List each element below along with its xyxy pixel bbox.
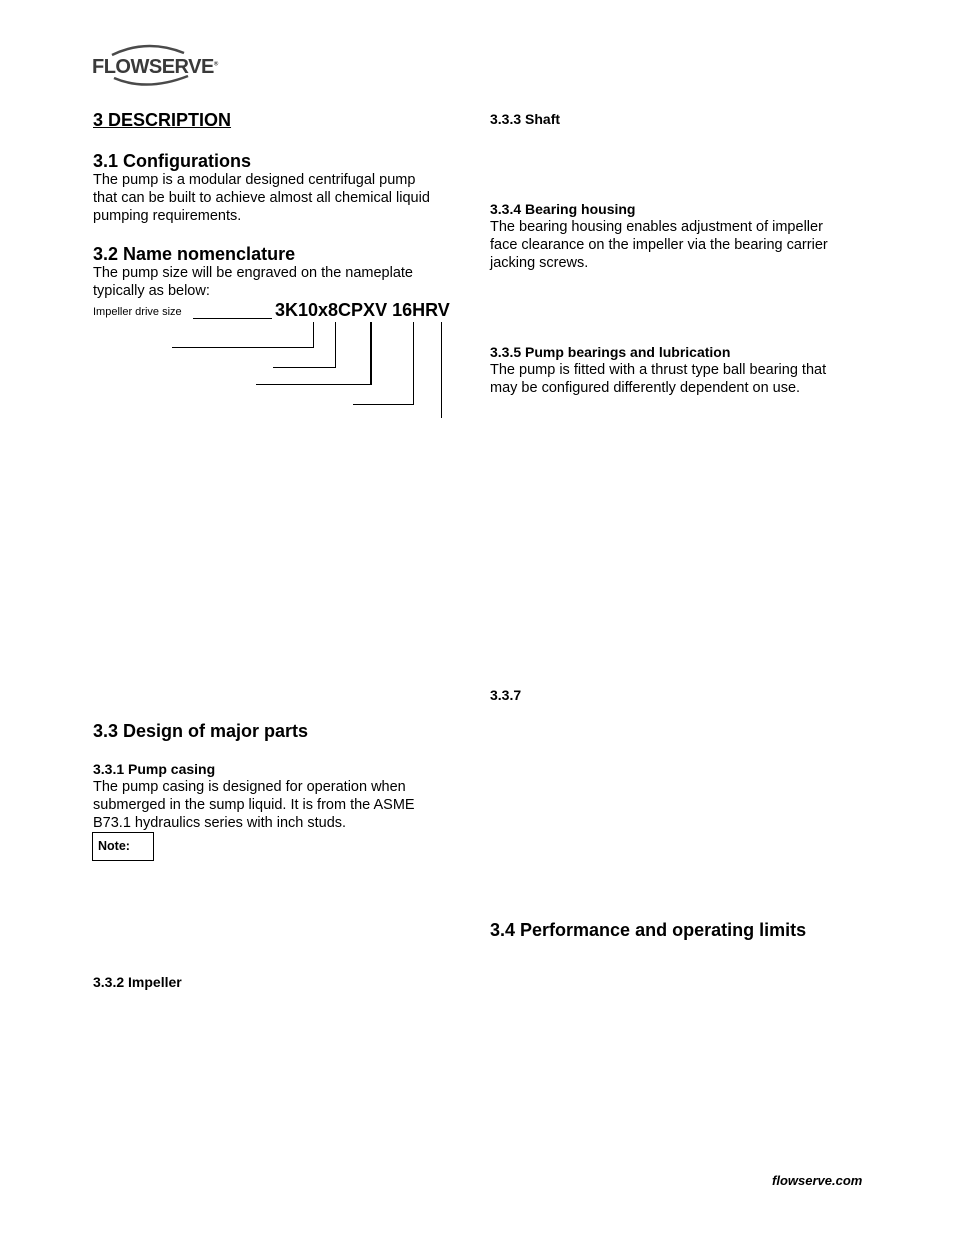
text-line: B73.1 hydraulics series with inch studs.	[93, 815, 347, 831]
note-label: Note:	[98, 839, 130, 853]
text-line: submerged in the sump liquid. It is from the ASME	[93, 797, 415, 813]
logo-registered-mark: ®	[213, 61, 218, 68]
section-3-3-title: 3.3 Design of major parts	[93, 721, 309, 741]
footer-url: flowserve.com	[772, 1173, 863, 1188]
logo-text	[92, 56, 218, 79]
nameplate-code: 3K10x8CPXV 16HRV	[275, 300, 450, 320]
section-3-3-4-title: 3.3.4 Bearing housing	[490, 201, 636, 217]
section-3-2-body	[93, 264, 413, 300]
leader-4-vertical	[413, 322, 414, 405]
leader-4-horizontal	[353, 404, 414, 405]
logo-wordmark: FLOWSERVE	[92, 56, 214, 78]
section-3-3-3-title: 3.3.3 Shaft	[490, 111, 561, 127]
text-line: The pump is fitted with a thrust type ball bearing that	[490, 362, 827, 378]
note-box	[92, 832, 154, 861]
text-line: face clearance on the impeller via the bearing carrier	[490, 237, 828, 253]
text-line: jacking screws.	[490, 255, 589, 271]
leader-3-vertical	[370, 322, 372, 385]
section-3-3-1-body	[93, 778, 415, 832]
section-3-3-4-body	[490, 218, 828, 272]
text-line: that can be built to achieve almost all chemical liquid	[93, 190, 430, 206]
section-3-4-title: 3.4 Performance and operating limits	[490, 920, 807, 940]
section-3-title: 3 DESCRIPTION	[93, 110, 232, 130]
section-3-2-title: 3.2 Name nomenclature	[93, 244, 296, 264]
impeller-drive-size-label: Impeller drive size	[93, 306, 182, 318]
section-3-3-5-title: 3.3.5 Pump bearings and lubrication	[490, 344, 731, 360]
text-line: The pump casing is designed for operation when	[93, 779, 406, 795]
text-line: pumping requirements.	[93, 208, 242, 224]
text-line: may be configured differently dependent on use.	[490, 380, 801, 396]
text-line: The pump size will be engraved on the nameplate	[93, 265, 413, 281]
text-line: typically as below:	[93, 283, 210, 299]
section-3-3-1-title: 3.3.1 Pump casing	[93, 761, 216, 777]
section-3-1-title: 3.1 Configurations	[93, 151, 252, 171]
section-3-1-body	[93, 171, 430, 225]
text-line: The bearing housing enables adjustment of impeller	[490, 219, 823, 235]
leader-1-horizontal	[172, 347, 314, 348]
text-line: The pump is a modular designed centrifugal pump	[93, 172, 416, 188]
section-3-3-2-title: 3.3.2 Impeller	[93, 974, 182, 990]
impeller-leader-line	[193, 318, 272, 319]
section-3-3-7-title: 3.3.7	[490, 687, 522, 703]
leader-3-horizontal	[256, 384, 372, 385]
leader-2-vertical	[335, 322, 336, 368]
leader-5-vertical	[441, 322, 442, 418]
leader-2-horizontal	[273, 367, 336, 368]
leader-1-vertical	[313, 322, 314, 348]
section-3-3-5-body	[490, 361, 826, 397]
